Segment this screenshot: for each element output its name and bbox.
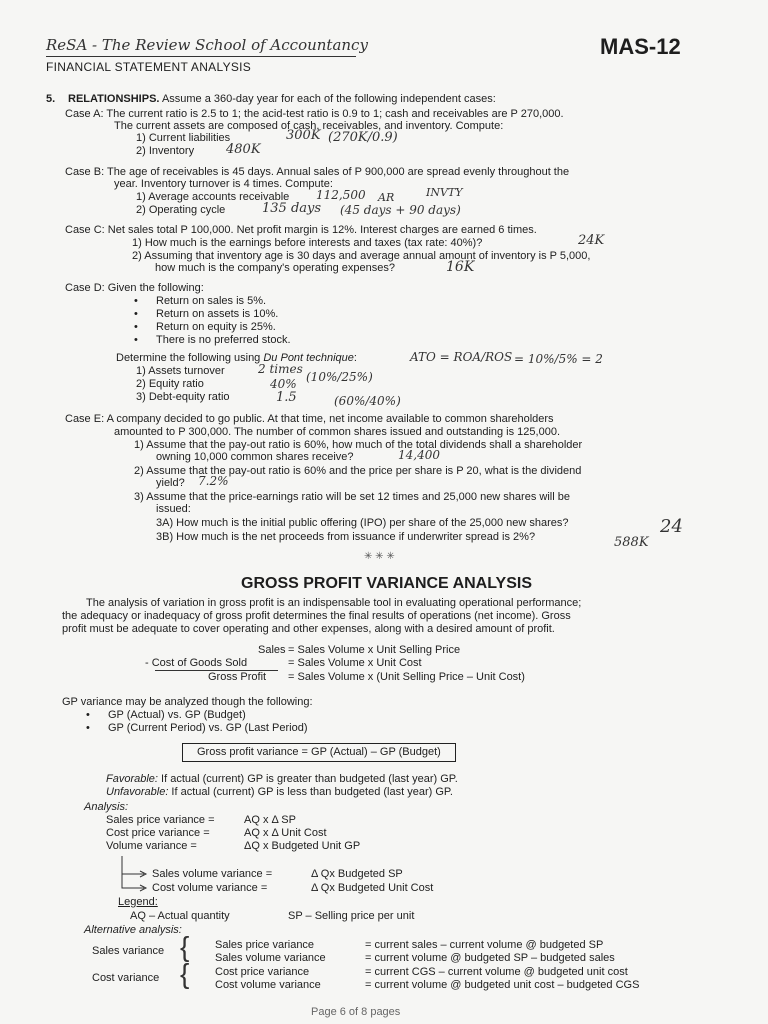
case-c-item-2: 2) Assuming that inventory age is 30 days and average annual amount of inventory is P 5,000, [132,250,591,262]
formula-expr-sales: = Sales Volume x Unit Selling Price [288,644,461,656]
analysis-label-cost-price: Cost price variance = [106,827,210,839]
case-d-determine-text: Determine the following using [116,352,264,364]
formula-label-gp: Gross Profit [208,671,267,683]
case-e-note-2: 7.2% [198,474,229,488]
gp-variance-formula-box: Gross profit variance = GP (Actual) – GP (Budget) [182,743,456,762]
cost-row-label: Cost volume variance [215,979,321,991]
case-b-note-5: (45 days + 90 days) [340,203,461,217]
legend-label: Legend: [118,896,158,908]
sales-row-label: Sales price variance [215,939,315,951]
sales-row-label: Sales volume variance [215,952,326,964]
cost-row-expr: = current volume @ budgeted unit cost – budgeted CGS [365,979,640,991]
case-b-note-4: 135 days [262,201,322,216]
case-e-item-3a: 3A) How much is the initial public offering (IPO) per share of the 25,000 new shares? [156,517,569,529]
case-c-item-2-cont: how much is the company's operating expenses? [155,262,395,274]
page-number: Page 6 of 8 pages [311,1006,401,1018]
case-a-line2: The current assets are composed of cash, receivables, and inventory. Compute: [114,120,504,132]
unfavorable-label: Unfavorable: [106,786,169,798]
cost-row-expr: = current CGS – current volume @ budgeted unit cost [365,966,628,978]
gp-compare-bullet: • GP (Current Period) vs. GP (Last Period) [108,722,308,735]
relationships-intro: Assume a 360-day year for each of the following independent cases: [161,93,496,105]
cost-variance-label: Cost variance [92,972,160,984]
gpva-intro-line: the adequacy or inadequacy of gross profit determines the final results of operations (net income). Gross [62,610,571,622]
du-pont-technique: Du Pont technique [263,352,354,364]
case-e-note-3: 24 [660,516,683,537]
legend-aq: AQ – Actual quantity [130,910,230,922]
case-a-line1: Case A: The current ratio is 2.5 to 1; the acid-test ratio is 0.9 to 1; cash and receivables are P 270,000. [65,108,564,120]
case-c-note-2: 16K [446,259,475,275]
case-e-item-1: 1) Assume that the pay-out ratio is 60%, how much of the total dividends shall a shareholder [134,439,583,451]
formula-label-cogs: - Cost of Goods Sold [145,657,248,669]
case-e-item-2-cont: yield? [156,477,185,489]
case-e-line1: Case E: A company decided to go public. At that time, net income available to common shareholders [65,413,554,425]
case-e-note-1: 14,400 [398,448,440,462]
case-b-note-1: 112,500 [316,188,366,202]
case-d-colon: : [353,352,357,364]
gp-compare-bullet: • GP (Actual) vs. GP (Budget) [108,709,246,722]
course-code: MAS-12 [600,34,681,59]
case-c-line1: Case C: Net sales total P 100,000. Net profit margin is 12%. Interest charges are earned 6 times. [65,224,537,236]
case-a-note-1: 300K [286,128,321,143]
sales-variance-label: Sales variance [92,945,165,957]
case-b-line1: Case B: The age of receivables is 45 days. Annual sales of P 900,000 are spread evenly throughout the [65,166,570,178]
analysis-expr-volume: ΔQ x Budgeted Unit GP [244,840,361,852]
subject-title: FINANCIAL STATEMENT ANALYSIS [46,60,252,74]
case-b-note-2: AR [378,191,395,204]
cost-row-label: Cost price variance [215,966,310,978]
school-name: ReSA - The Review School of Accountancy [46,36,368,54]
gp-may-be-analyzed: GP variance may be analyzed though the following: [62,696,313,708]
case-d-note-1: ATO = ROA/ROS [410,350,513,364]
case-e-line2: amounted to P 300,000. The number of common shares issued and outstanding is 125,000. [114,426,560,438]
case-c-note-1: 24K [578,233,605,248]
section-separator: ✳ ✳ ✳ [364,551,395,562]
analysis-label: Analysis: [84,801,129,813]
formula-label-sales: Sales [258,644,286,656]
sub-analysis-label-sales-volume: Sales volume variance = [152,868,273,880]
formula-expr-cogs: = Sales Volume x Unit Cost [288,657,422,669]
case-c-item-1: 1) How much is the earnings before interests and taxes (tax rate: 40%)? [132,237,483,249]
legend-sp: SP – Selling price per unit [288,910,415,922]
case-d-note-4: (10%/25%) [306,370,373,384]
case-d-item-3: 3) Debt-equity ratio [136,391,230,403]
case-d-item-2: 2) Equity ratio [136,378,204,390]
case-a-item-2: 2) Inventory [136,145,195,157]
case-e-item-3-cont: issued: [156,503,191,515]
relationships-title: RELATIONSHIPS. [68,93,160,105]
unfavorable-text: If actual (current) GP is less than budgeted (last year) GP. [168,786,453,798]
sales-variance-brace: { [180,931,190,962]
case-d-note-7: (60%/40%) [334,394,401,408]
analysis-expr-sales-price: AQ x Δ SP [244,814,296,826]
sales-row-expr: = current sales – current volume @ budgeted SP [365,939,604,951]
case-d-note-2: = 10%/5% = 2 [514,352,603,366]
case-b-note-3: INVTY [426,186,463,199]
case-d-bullet: • There is no preferred stock. [156,334,291,347]
case-d-item-1: 1) Assets turnover [136,365,225,377]
item-number: 5. [46,93,56,105]
sub-analysis-expr-cost-volume: Δ Qx Budgeted Unit Cost [311,882,434,894]
case-e-item-1-cont: owning 10,000 common shares receive? [156,451,354,463]
sub-analysis-label-cost-volume: Cost volume variance = [152,882,268,894]
case-a-item-1: 1) Current liabilities [136,132,231,144]
favorable-text: If actual (current) GP is greater than budgeted (last year) GP. [157,773,458,785]
case-e-item-3: 3) Assume that the price-earnings ratio will be set 12 times and 25,000 new shares will be [134,491,570,503]
case-e-note-4: 588K [614,535,649,550]
analysis-label-volume: Volume variance = [106,840,197,852]
case-d-bullet: • Return on equity is 25%. [156,321,276,334]
case-d-bullet: • Return on sales is 5%. [156,295,266,308]
alternative-analysis-label: Alternative analysis: [84,924,182,936]
case-e-item-3b: 3B) How much is the net proceeds from issuance if underwriter spread is 2%? [156,531,536,543]
case-e-item-2: 2) Assume that the pay-out ratio is 60% and the price per share is P 20, what is the dividend [134,465,582,477]
gpva-title: GROSS PROFIT VARIANCE ANALYSIS [241,575,532,592]
case-b-item-1: 1) Average accounts receivable [136,191,290,203]
case-d-note-5: 40% [270,377,297,391]
case-b-item-2: 2) Operating cycle [136,204,226,216]
case-a-note-3: 480K [226,142,261,157]
analysis-label-sales-price: Sales price variance = [106,814,215,826]
case-d-bullet: • Return on assets is 10%. [156,308,278,321]
formula-expr-gp: = Sales Volume x (Unit Selling Price – Unit Cost) [288,671,525,683]
gpva-intro-line: profit must be adequate to cover operating and other expenses, along with a desired amount of profit. [62,623,555,635]
sales-row-expr: = current volume @ budgeted SP – budgeted sales [365,952,615,964]
case-a-note-2: (270K/0.9) [328,130,398,145]
analysis-expr-cost-price: AQ x Δ Unit Cost [244,827,327,839]
sub-analysis-expr-sales-volume: Δ Qx Budgeted SP [311,868,403,880]
case-b-line2: year. Inventory turnover is 4 times. Compute: [114,178,333,190]
cost-variance-brace: { [180,958,190,989]
case-d-note-6: 1.5 [276,390,297,405]
gpva-intro-line: The analysis of variation in gross profit is an indispensable tool in evaluating operational performance; [86,597,582,609]
favorable-label: Favorable: [106,773,158,785]
case-d-note-3: 2 times [258,362,303,376]
case-d-line1: Case D: Given the following: [65,282,204,294]
